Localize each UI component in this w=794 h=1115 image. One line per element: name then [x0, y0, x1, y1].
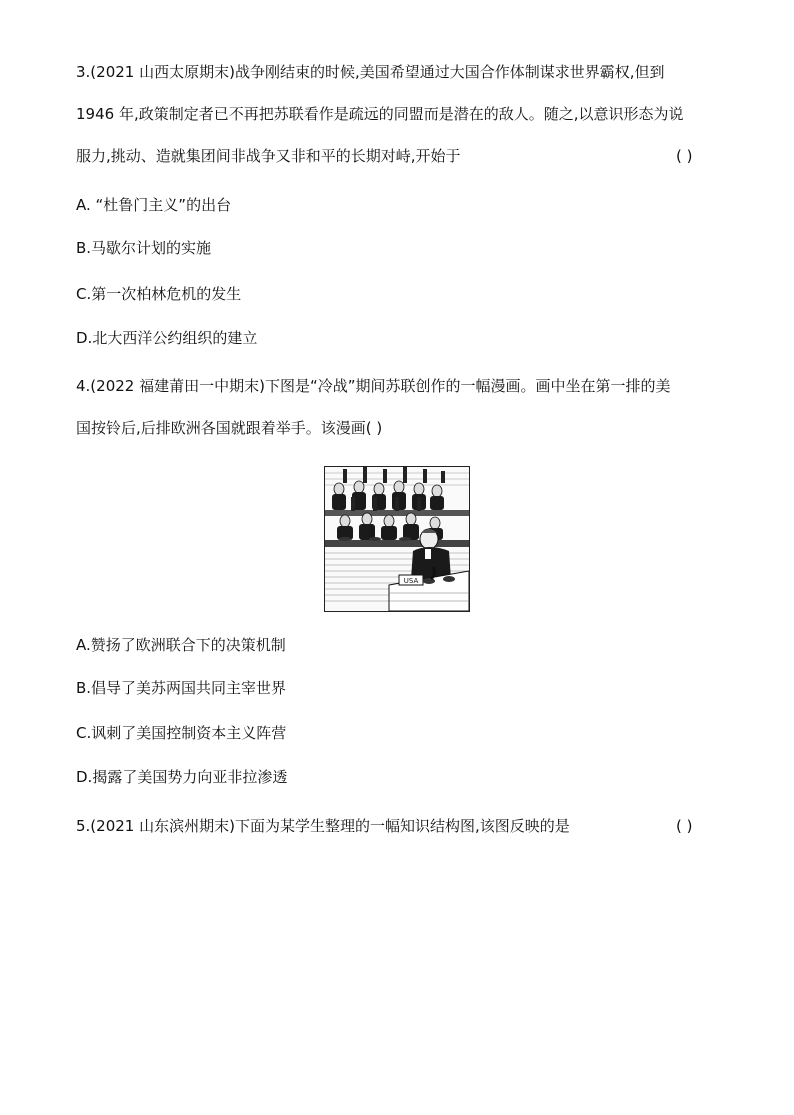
q4-option-b: B.倡导了美苏两国共同主宰世界 [76, 679, 287, 697]
q4-stem-line1: 4.(2022 福建莆田一中期末)下图是“冷战”期间苏联创作的一幅漫画。画中坐在第一排的美 [76, 377, 671, 395]
svg-text:USA: USA [403, 577, 419, 585]
q3-option-a: A. “杜鲁门主义”的出台 [76, 196, 232, 214]
q4-option-c: C.讽刺了美国控制资本主义阵营 [76, 724, 287, 742]
q4-option-d: D.揭露了美国势力向亚非拉渗透 [76, 768, 288, 786]
q3-answer-bracket: ( ) [676, 147, 693, 165]
q4-stem-line2: 国按铃后,后排欧洲各国就跟着举手。该漫画( ) [76, 419, 383, 437]
q3-stem-line2: 1946 年,政策制定者已不再把苏联看作是疏远的同盟而是潜在的敌人。随之,以意识形态为说 [76, 105, 684, 123]
q3-stem-line1: 3.(2021 山西太原期末)战争刚结束的时候,美国希望通过大国合作体制谋求世界霸权,但到 [76, 63, 665, 81]
q5-stem-line1: 5.(2021 山东滨州期末)下面为某学生整理的一幅知识结构图,该图反映的是 [76, 817, 570, 835]
q3-option-c: C.第一次柏林危机的发生 [76, 285, 242, 303]
cartoon-drawing [325, 467, 469, 611]
q3-option-b: B.马歇尔计划的实施 [76, 239, 212, 257]
q5-answer-bracket: ( ) [676, 817, 693, 835]
q3-option-d: D.北大西洋公约组织的建立 [76, 329, 258, 347]
q3-stem-line3: 服力,挑动、造就集团间非战争又非和平的长期对峙,开始于 [76, 147, 461, 165]
cold-war-cartoon-image [324, 466, 470, 612]
q4-option-a: A.赞扬了欧洲联合下的决策机制 [76, 636, 286, 654]
